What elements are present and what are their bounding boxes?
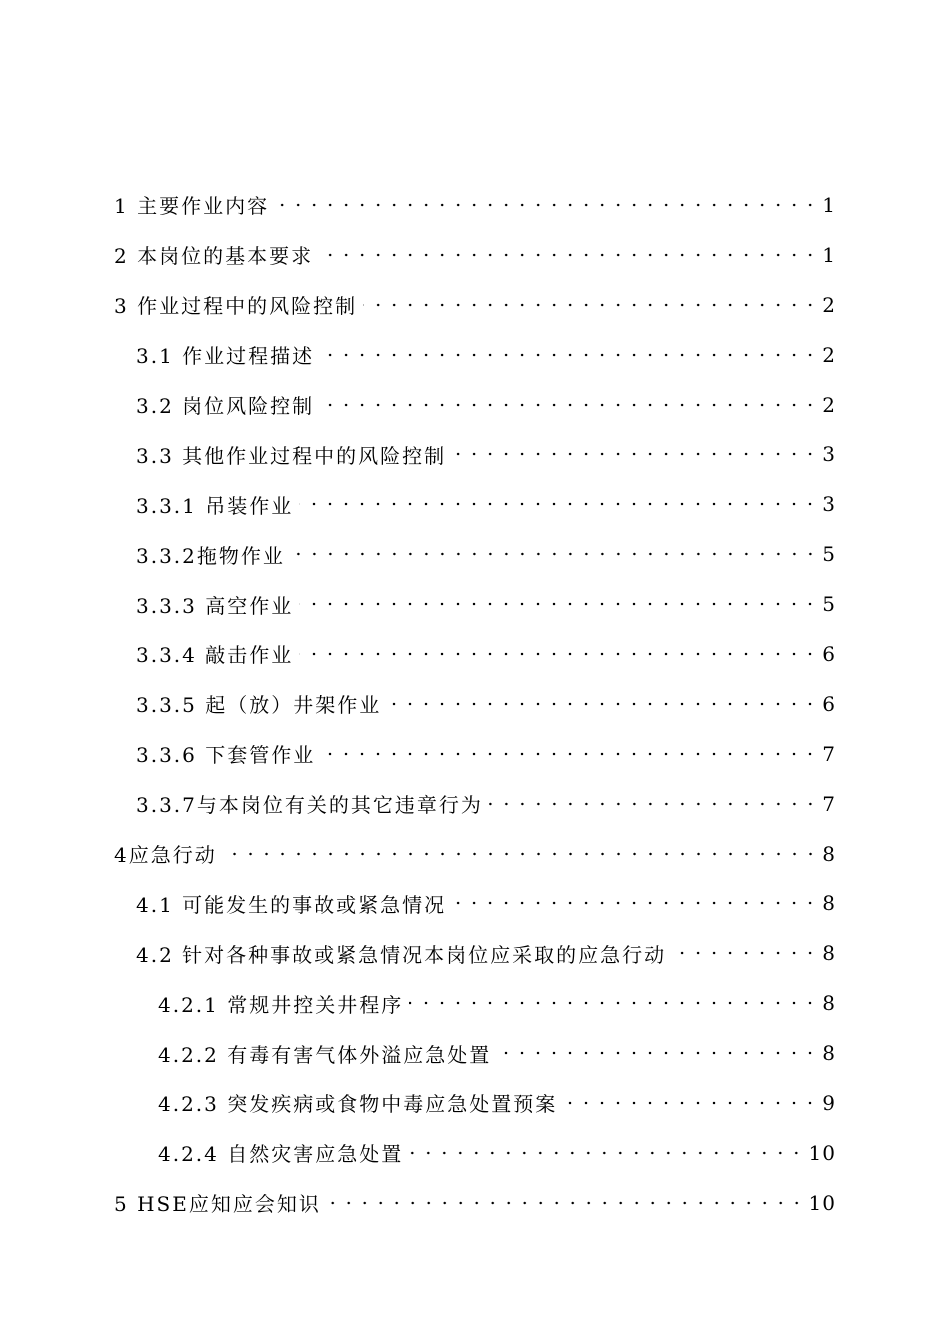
toc-page-number: 7 [822, 791, 836, 816]
toc-entry[interactable] [114, 928, 836, 978]
toc-entry[interactable] [114, 1078, 836, 1128]
toc-dot-leader [387, 702, 818, 706]
toc-entry-title: 3.3.4 敲击作业 [136, 639, 295, 668]
toc-entry-title: 3.3 其他作业过程中的风险控制 [136, 440, 448, 469]
toc-entry[interactable] [114, 729, 836, 779]
toc-entry[interactable] [114, 579, 836, 629]
toc-page-number: 7 [822, 741, 836, 766]
toc-entry-title: 3 作业过程中的风险控制 [114, 290, 359, 319]
toc-entry-title: 5 HSE应知应会知识 [114, 1188, 323, 1217]
toc-page-number: 6 [822, 641, 836, 666]
toc-page-number: 8 [822, 1041, 836, 1066]
toc-entry-title: 3.3.2拖物作业 [136, 540, 287, 569]
toc-entry-title: 3.3.7与本岗位有关的其它违章行为 [136, 789, 485, 818]
toc-page-number: 1 [822, 192, 836, 217]
toc-page-number: 5 [822, 542, 836, 567]
toc-entry[interactable] [114, 829, 836, 879]
toc-page-number: 10 [808, 1140, 836, 1165]
toc-dot-leader [363, 303, 818, 307]
toc-entry[interactable] [114, 878, 836, 928]
toc-page-number: 8 [822, 941, 836, 966]
toc-entry[interactable] [114, 529, 836, 579]
toc-entry-title: 4.2.3 突发疾病或食物中毒应急处置预案 [158, 1088, 559, 1117]
toc-dot-leader [563, 1101, 818, 1105]
toc-entry-title: 4.2.2 有毒有害气体外溢应急处置 [158, 1039, 493, 1068]
toc-entry-title: 4.2.4 自然灾害应急处置 [158, 1138, 405, 1167]
toc-entry-title: 3.1 作业过程描述 [136, 340, 316, 369]
toc-entry[interactable] [114, 429, 836, 479]
toc-dot-leader [223, 852, 819, 856]
toc-entry[interactable] [114, 1178, 836, 1228]
toc-entry[interactable] [114, 779, 836, 829]
toc-entry-title: 4.2.1 常规井控关井程序 [158, 989, 405, 1018]
toc-entry-title: 4应急行动 [114, 839, 219, 868]
toc-page-number: 8 [822, 891, 836, 916]
toc-page-number: 9 [822, 1090, 836, 1115]
toc-entry[interactable] [114, 180, 836, 230]
toc-entry-title: 3.2 岗位风险控制 [136, 390, 316, 419]
toc-dot-leader [327, 1201, 805, 1205]
toc-dot-leader [291, 552, 818, 556]
toc-entry[interactable] [114, 380, 836, 430]
toc-dot-leader [299, 652, 818, 656]
toc-dot-leader [320, 403, 818, 407]
toc-page-number: 2 [822, 342, 836, 367]
toc-entry-title: 3.3.5 起（放）井架作业 [136, 689, 383, 718]
toc-page-number: 1 [822, 242, 836, 267]
toc-page-number: 3 [822, 442, 836, 467]
toc-dot-leader [452, 452, 818, 456]
toc-page-number: 5 [822, 592, 836, 617]
toc-entry[interactable] [114, 629, 836, 679]
toc-dot-leader [672, 951, 818, 955]
toc-dot-leader [319, 253, 818, 257]
toc-entry-title: 4.2 针对各种事故或紧急情况本岗位应采取的应急行动 [136, 939, 668, 968]
toc-page-number: 8 [822, 841, 836, 866]
toc-dot-leader [299, 502, 818, 506]
toc-entry[interactable] [114, 1028, 836, 1078]
toc-page-number: 10 [808, 1190, 836, 1215]
toc-dot-leader [275, 203, 818, 207]
toc-dot-leader [321, 752, 818, 756]
toc-entry-title: 4.1 可能发生的事故或紧急情况 [136, 889, 448, 918]
toc-page-number: 6 [822, 691, 836, 716]
toc-dot-leader [489, 802, 818, 806]
toc-entry-title: 3.3.1 吊装作业 [136, 490, 295, 519]
toc-page-number: 2 [822, 292, 836, 317]
toc-dot-leader [409, 1001, 818, 1005]
toc-page-number: 3 [822, 492, 836, 517]
toc-entry-title: 1 主要作业内容 [114, 190, 271, 219]
toc-page-number: 2 [822, 392, 836, 417]
toc-entry-title: 3.3.3 高空作业 [136, 590, 295, 619]
toc-entry[interactable] [114, 280, 836, 330]
toc-dot-leader [320, 353, 818, 357]
toc-entry-title: 3.3.6 下套管作业 [136, 739, 317, 768]
toc-entry[interactable] [114, 330, 836, 380]
table-of-contents [114, 180, 836, 1228]
toc-dot-leader [497, 1051, 818, 1055]
toc-dot-leader [299, 602, 818, 606]
toc-entry[interactable] [114, 679, 836, 729]
toc-entry[interactable] [114, 1128, 836, 1178]
toc-entry[interactable] [114, 978, 836, 1028]
toc-entry[interactable] [114, 479, 836, 529]
toc-page-number: 8 [822, 991, 836, 1016]
toc-dot-leader [452, 901, 818, 905]
toc-dot-leader [409, 1151, 804, 1155]
toc-entry[interactable] [114, 230, 836, 280]
toc-entry-title: 2 本岗位的基本要求 [114, 240, 315, 269]
